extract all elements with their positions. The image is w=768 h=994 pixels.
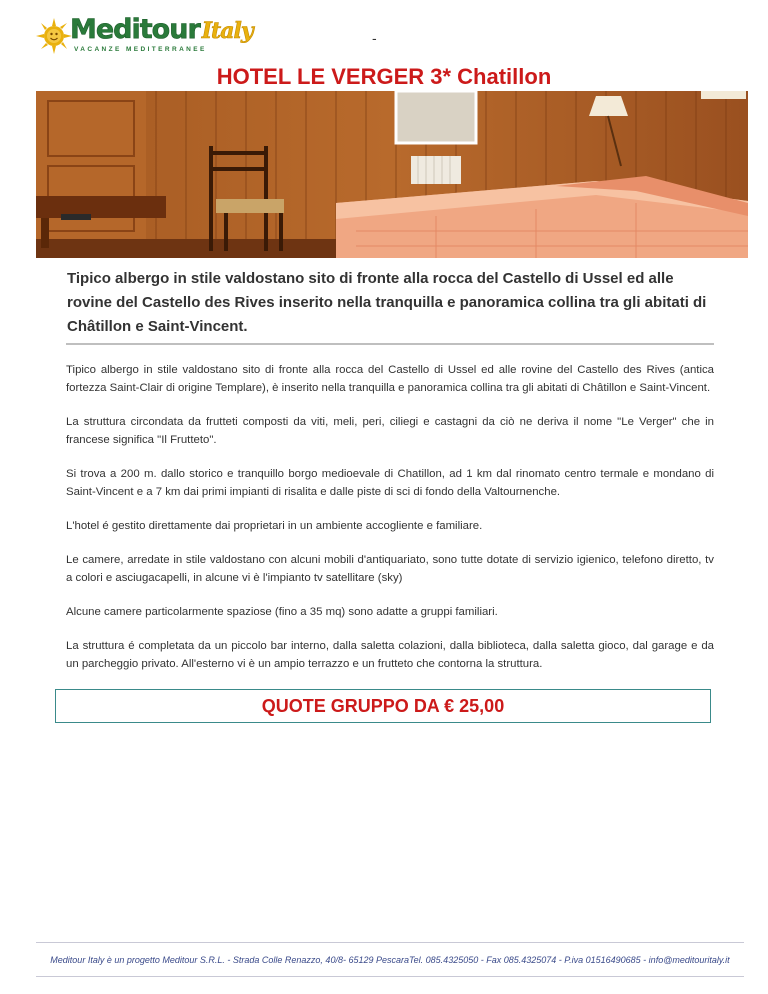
description	[66, 361, 714, 689]
logo-italy: Italy	[201, 18, 253, 44]
paragraph: Tipico albergo in stile valdostano sito di fronte alla rocca del Castello di Ussel ed alle rovine del Castello des Rives (antica fortezza Saint-Clair di origine Templare), è inserito nella tranquilla e panoramica collina tra gli abitati di Châtillon e Saint-Vincent.	[66, 364, 714, 394]
divider	[66, 343, 714, 345]
paragraph: Le camere, arredate in stile valdostano con alcuni mobili d'antiquariato, sono tutte dotate di servizio igienico, telefono diretto, tv a colori e asciugacapelli, in alcune vi è l'impianto tv satellitare (sky)	[66, 554, 714, 584]
footer-divider-bottom	[36, 976, 744, 977]
paragraph: L'hotel é gestito direttamente dai proprietari in un ambiente accogliente e familiare.	[66, 520, 483, 532]
quote-box	[55, 689, 711, 723]
paragraph: Alcune camere particolarmente spaziose (fino a 35 mq) sono adatte a gruppi familiari.	[66, 606, 498, 618]
logo-wordmark	[70, 14, 253, 45]
meditour-logo	[36, 14, 253, 58]
footer-text: Meditour Italy è un progetto Meditour S.R.L. - Strada Colle Renazzo, 40/8- 65129 PescaraTel. 085.4325050 - Fax 085.4325074 - P.iva 01516490685 - info@meditouritaly.it	[50, 955, 730, 965]
page-title: HOTEL LE VERGER 3* Chatillon	[216, 64, 552, 89]
paragraph: Si trova a 200 m. dallo storico e tranquillo borgo medioevale di Chatillon, ad 1 km dal rinomato centro termale e mondano di Saint-Vincent e a 7 km dai primi impianti di risalita e dalle piste di sci di fondo della Valtournenche.	[66, 468, 714, 498]
hotel-room-photo	[36, 91, 748, 258]
paragraph: La struttura é completata da un piccolo bar interno, dalla saletta colazioni, dalla biblioteca, dalla saletta gioco, dal garage e da un parcheggio privato. All'esterno vi è un ampio terrazzo e un frutteto che contorna la struttura.	[66, 640, 714, 670]
logo-tagline: VACANZE MEDITERRANEE	[74, 46, 207, 53]
quote-price: QUOTE GRUPPO DA € 25,00	[261, 695, 505, 716]
lead-summary: Tipico albergo in stile valdostano sito di fronte alla rocca del Castello di Ussel ed alle rovine del Castello des Rives inserito nella tranquilla e panoramica collina tra gli abitati di Châtillon e Saint-Vincent.	[67, 270, 707, 335]
paragraph: La struttura circondata da frutteti composti da viti, meli, peri, ciliegi e castagni da ciò ne deriva il nome "Le Verger" che in francese significa "Il Frutteto".	[66, 416, 714, 446]
footer-divider-top	[36, 942, 744, 943]
header-dash: -	[372, 30, 377, 46]
logo-name: Meditour	[70, 14, 200, 45]
sun-logo-icon	[36, 18, 72, 54]
